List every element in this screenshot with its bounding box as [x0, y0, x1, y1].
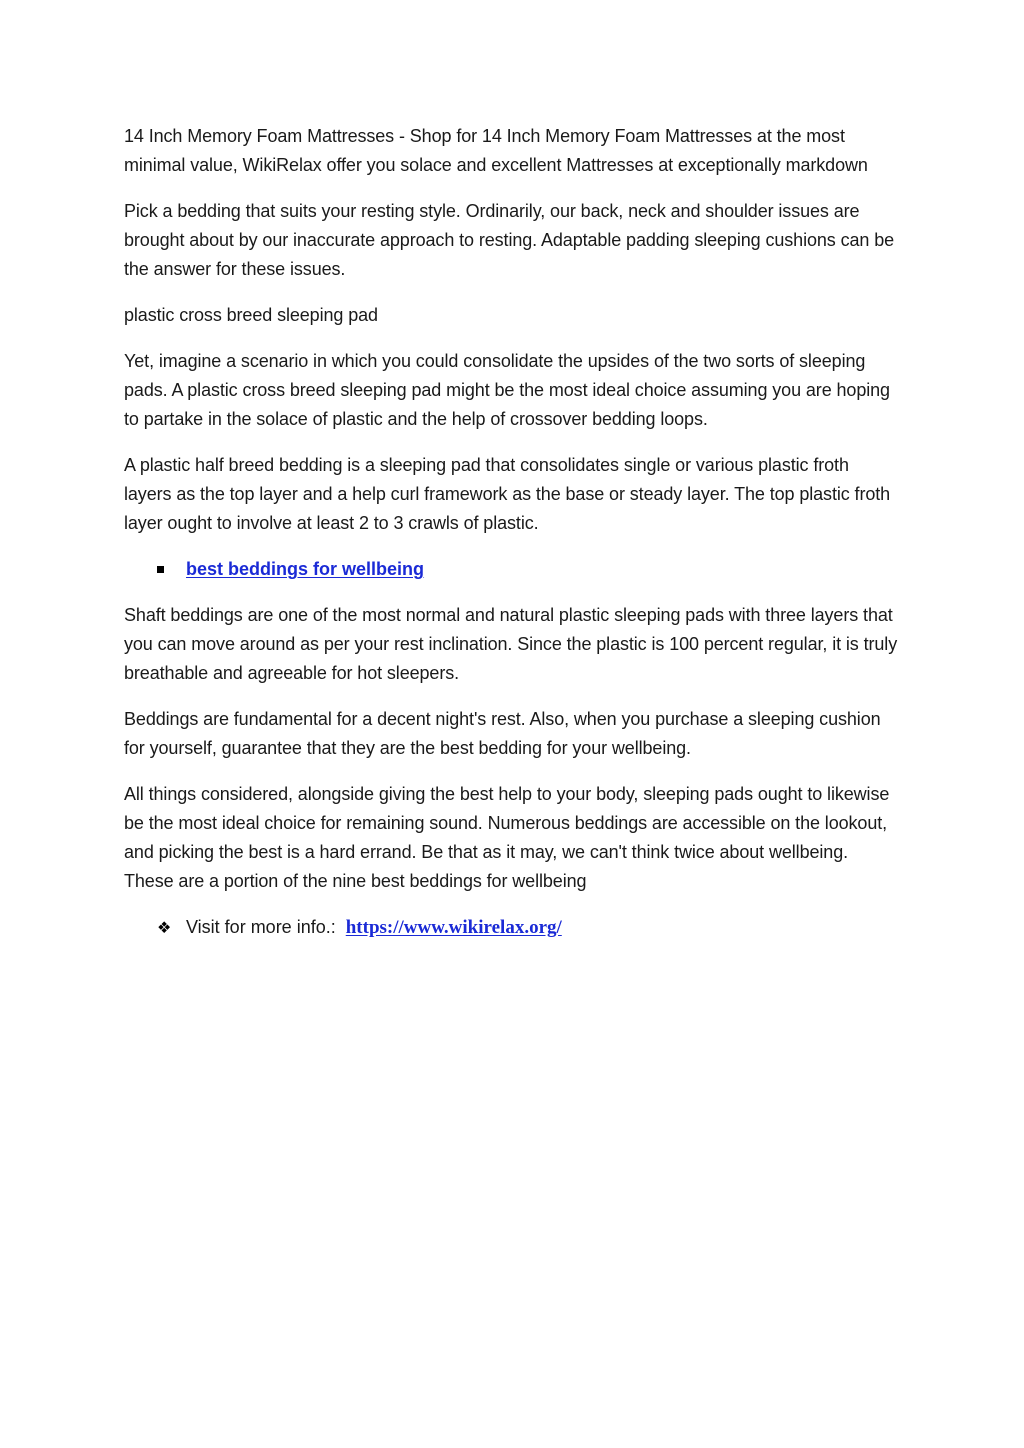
paragraph-night-rest: Beddings are fundamental for a decent night's rest. Also, when you purchase a sleeping cushion for yourself, guarantee that they are the best bedding for your wellbeing. [124, 709, 881, 758]
paragraph-intro: 14 Inch Memory Foam Mattresses - Shop for 14 Inch Memory Foam Mattresses at the most minimal value, WikiRelax offer you solace and excellent Mattresses at exceptionally markdown [124, 126, 868, 175]
wikirelax-url-link[interactable]: https://www.wikirelax.org/ [345, 917, 562, 938]
paragraph-resting-style: Pick a bedding that suits your resting style. Ordinarily, our back, neck and shoulder issues are brought about by our inaccurate approach to resting. Adaptable padding sleeping cushions can be the answer for these issues. [124, 201, 895, 279]
paragraph-hybrid-definition: A plastic half breed bedding is a sleeping pad that consolidates single or various plastic froth layers as the top layer and a help curl framework as the base or steady layer. The top plastic froth layer ought to involve at least 2 to 3 crawls of plastic. [124, 455, 891, 533]
paragraph-subheading: plastic cross breed sleeping pad [124, 305, 378, 325]
best-beddings-link[interactable]: best beddings for wellbeing [186, 559, 425, 579]
paragraph-all-things-considered: All things considered, alongside giving the best help to your body, sleeping pads ought to likewise be the most ideal choice for remaining sound. Numerous beddings are accessible on the lookout, and picking the best is a hard errand. Be that as it may, we can't think twice about wellbeing. These are a portion of the nine best beddings for wellbeing [124, 784, 890, 891]
visit-info-label: Visit for more info.: [186, 917, 336, 937]
paragraph-shaft-beddings: Shaft beddings are one of the most normal and natural plastic sleeping pads with three layers that you can move around as per your rest inclination. Since the plastic is 100 percent regular, it is truly breathable and agreeable for hot sleepers. [124, 605, 898, 683]
square-bullet-icon [157, 555, 186, 584]
document-body [124, 122, 899, 959]
paragraph-hybrid-scenario: Yet, imagine a scenario in which you could consolidate the upsides of the two sorts of sleeping pads. A plastic cross breed sleeping pad might be the most ideal choice assuming you are hoping to partake in the solace of plastic and the help of crossover bedding loops. [124, 351, 890, 429]
diamond-bullet-icon: ❖ [157, 918, 172, 937]
bullet-list-item [124, 555, 899, 584]
visit-info-item [124, 913, 899, 942]
